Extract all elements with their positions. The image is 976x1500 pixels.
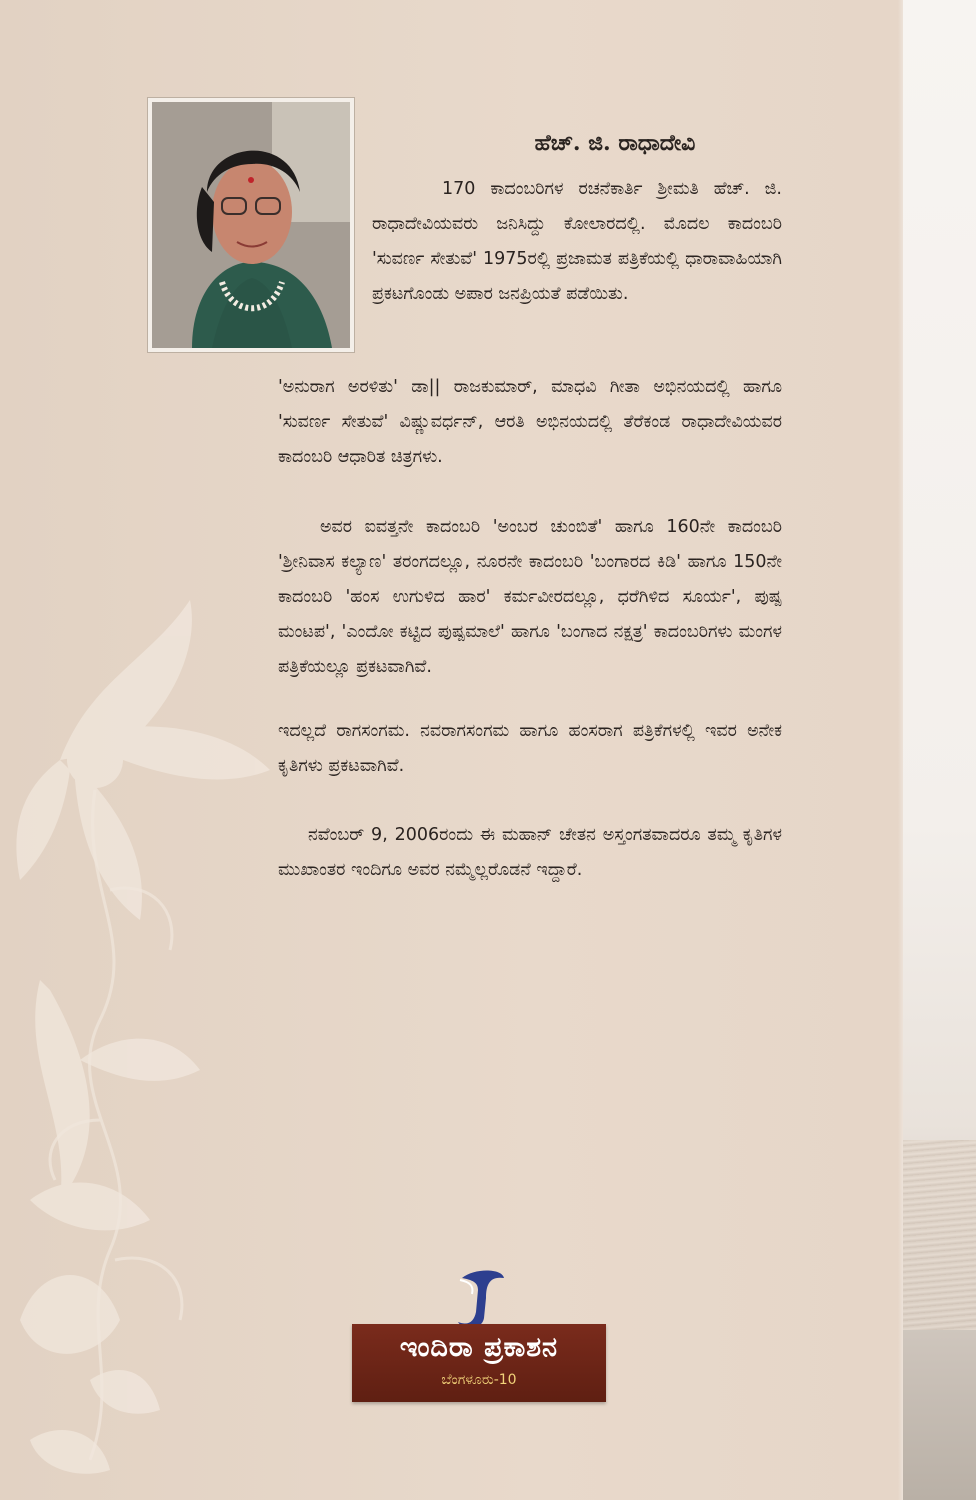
background-book-edge <box>903 0 976 1500</box>
bio-paragraph-2: 'ಅನುರಾಗ ಅರಳಿತು' ಡಾ|| ರಾಜಕುಮಾರ್, ಮಾಧವಿ ಗೀತಾ ಅಭಿನಯದಲ್ಲಿ ಹಾಗೂ 'ಸುವರ್ಣ ಸೇತುವೆ' ವಿಷ್ಣುವರ್ಧನ್, ಆರತಿ ಅಭಿನಯದಲ್ಲಿ ತೆರೆಕಂಡ ರಾಧಾದೇವಿಯವರ ಕಾದಂಬರಿ ಆಧಾರಿತ ಚಿತ್ರಗಳು. <box>278 377 782 467</box>
author-portrait-image <box>152 102 350 348</box>
bio-paragraph-5: ನವೆಂಬರ್ 9, 2006ರಂದು ಈ ಮಹಾನ್ ಚೇತನ ಅಸ್ತಂಗತವಾದರೂ ತಮ್ಮ ಕೃತಿಗಳ ಮುಖಾಂತರ ಇಂದಿಗೂ ಅವರ ನಮ್ಮೆಲ್ಲರೊಡನೆ ಇದ್ದಾರೆ. <box>278 825 782 880</box>
book-pages-texture <box>903 1140 976 1330</box>
bio-paragraph-4: ಇದಲ್ಲದೆ ರಾಗಸಂಗಮ. ನವರಾಗಸಂಗಮ ಹಾಗೂ ಹಂಸರಾಗ ಪತ್ರಿಕೆಗಳಲ್ಲಿ ಇವರ ಅನೇಕ ಕೃತಿಗಳು ಪ್ರಕಟವಾಗಿವೆ. <box>278 721 782 776</box>
author-photo <box>148 98 354 352</box>
floral-ornament <box>0 560 300 1500</box>
publisher-name: ಇಂದಿರಾ ಪ್ರಕಾಶನ <box>399 1332 559 1363</box>
author-name: ಹೆಚ್. ಜಿ. ರಾಧಾದೇವಿ <box>534 130 696 156</box>
bio-paragraph-3: ಅವರ ಐವತ್ತನೇ ಕಾದಂಬರಿ 'ಅಂಬರ ಚುಂಬಿತೆ' ಹಾಗೂ 160ನೇ ಕಾದಂಬರಿ 'ಶ್ರೀನಿವಾಸ ಕಲ್ಯಾಣ' ತರಂಗದಲ್ಲೂ, ನೂರನೇ ಕಾದಂಬರಿ 'ಬಂಗಾರದ ಕಿಡಿ' ಹಾಗೂ 150ನೇ ಕಾದಂಬರಿ 'ಹಂಸ ಉಗುಳಿದ ಹಾರ' ಕರ್ಮವೀರದಲ್ಲೂ, ಧರೆಗಿಳಿದ ಸೂರ್ಯ', ಪುಷ್ಪ ಮಂಟಪ', 'ಎಂದೋ ಕಟ್ಟಿದ ಪುಷ್ಪಮಾಲೆ' ಹಾಗೂ 'ಬಂಗಾದ ನಕ್ಷತ್ರ' ಕಾದಂಬರಿಗಳು ಮಂಗಳ ಪತ್ರಿಕೆಯಲ್ಲೂ ಪ್ರಕಟವಾಗಿವೆ. <box>278 517 782 677</box>
publisher-city: ಬೆಂಗಳೂರು-10 <box>441 1372 517 1388</box>
publisher-logo <box>350 1268 608 1402</box>
publisher-banner <box>352 1324 606 1402</box>
bio-paragraph-1: 170 ಕಾದಂಬರಿಗಳ ರಚನೆಕಾರ್ತಿ ಶ್ರೀಮತಿ ಹೆಚ್. ಜಿ. ರಾಧಾದೇವಿಯವರು ಜನಿಸಿದ್ದು ಕೋಲಾರದಲ್ಲಿ. ಮೊದಲ ಕಾದಂಬರಿ 'ಸುವರ್ಣ ಸೇತುವೆ' 1975ರಲ್ಲಿ ಪ್ರಜಾಮತ ಪತ್ರಿಕೆಯಲ್ಲಿ ಧಾರಾವಾಹಿಯಾಗಿ ಪ್ರಕಟಗೊಂಡು ಅಪಾರ ಜನಪ್ರಿಯತೆ ಪಡೆಯಿತು. <box>372 179 782 304</box>
